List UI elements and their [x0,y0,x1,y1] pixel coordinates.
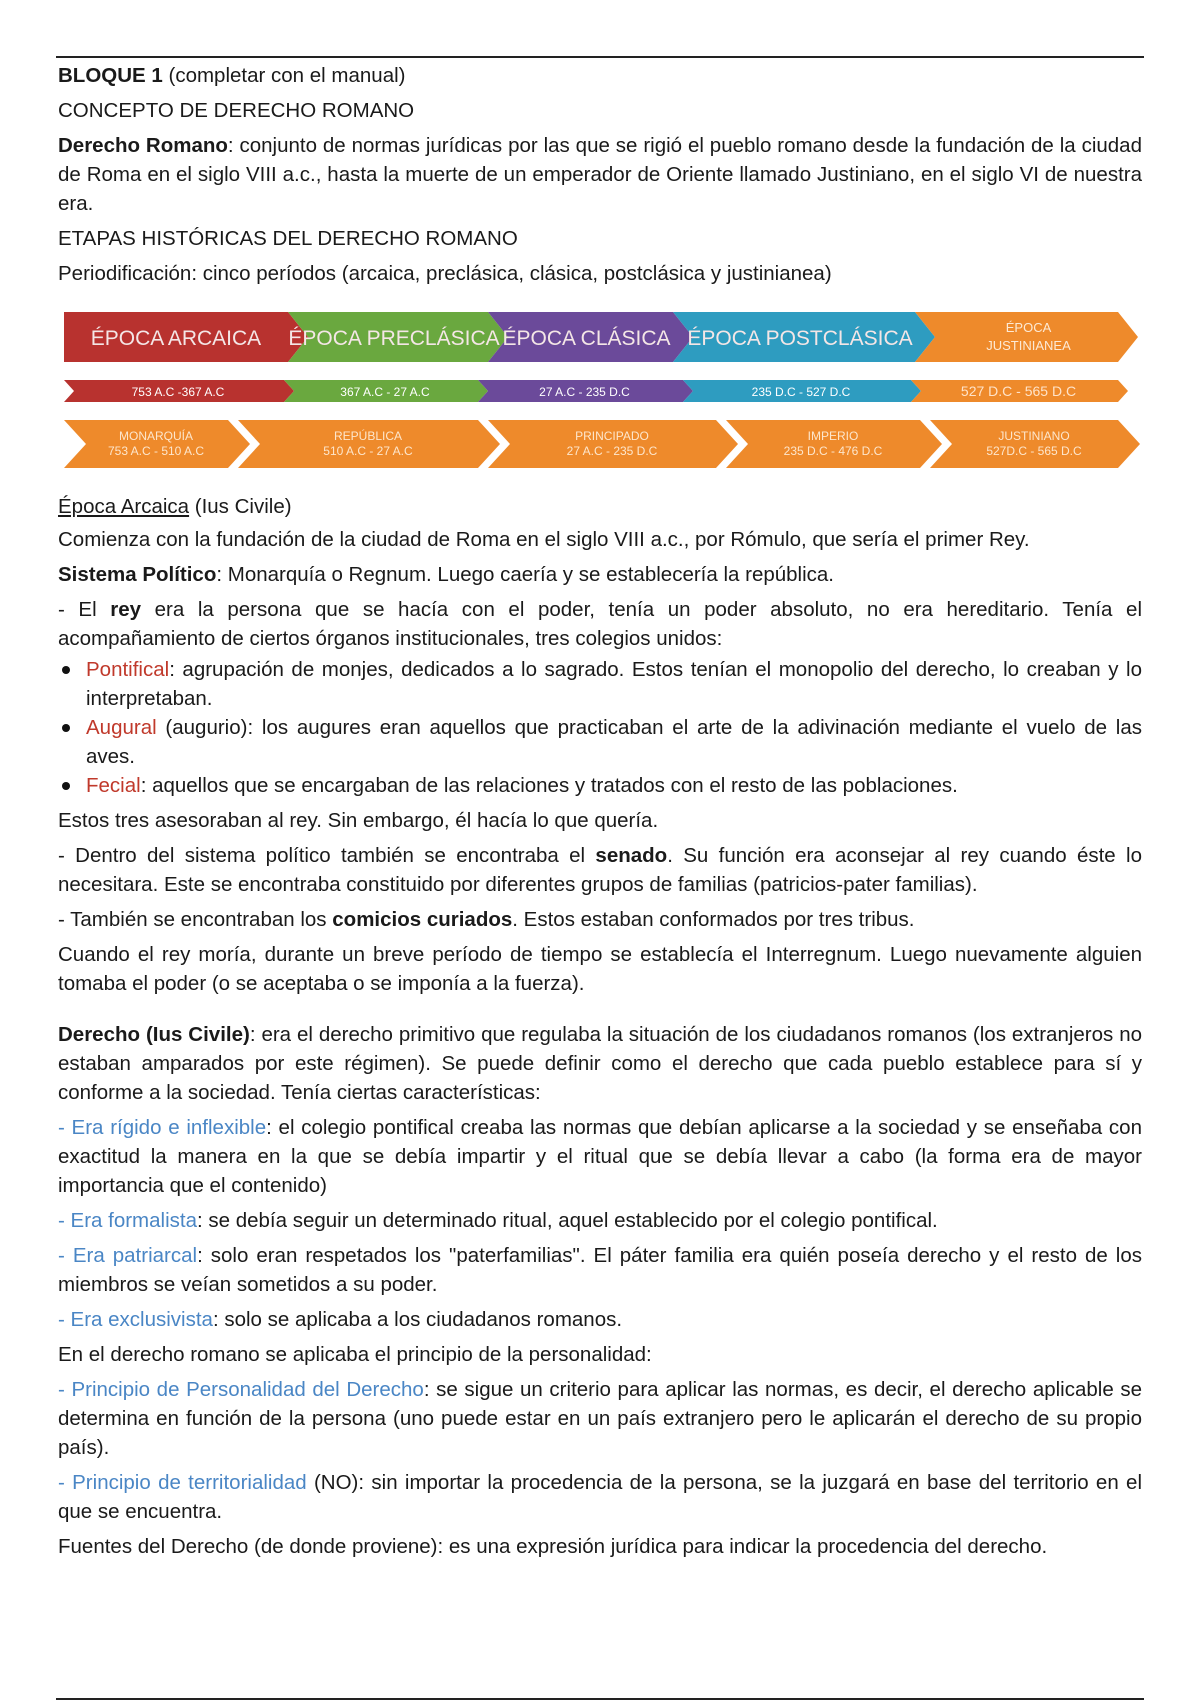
regime-dates: 235 D.C - 476 D.C [783,444,883,458]
regime-label: JUSTINIANO [998,429,1070,443]
regime-dates: 753 A.C - 510 A.C [107,444,205,458]
interregnum-paragraph: Cuando el rey moría, durante un breve período de tiempo se establecía el Interregnum. Luego nuevamente alguien tomaba el poder (o se aceptaba o se imponía a la fuerza). [58,943,1142,995]
etapas-title: ETAPAS HISTÓRICAS DEL DERECHO ROMANO [58,227,518,250]
epoch-label: ÉPOCA [1005,320,1052,335]
epoch-label: ÉPOCA POSTCLÁSICA [687,327,913,350]
principio-intro: En el derecho romano se aplicaba el principio de la personalidad: [58,1343,652,1366]
bloque-heading: BLOQUE 1 (completar con el manual) [58,64,406,87]
principio-item: - Principio de Personalidad del Derecho: se sigue un criterio para aplicar las normas, es decir, el derecho aplicable se determina en función de la persona (uno puede estar en un país extranjero pero le aplicarán el derecho de su propio país). [58,1378,1143,1459]
document-page [58,61,1142,1567]
caracteristica-item: - Era patriarcal: solo eran respetados los "paterfamilias". El páter familia era quién poseía derecho y el resto de los miembros se veían sometidos a su poder. [58,1244,1143,1296]
date-label: 27 A.C - 235 D.C [539,385,630,399]
regime-dates: 510 A.C - 27 A.C [323,444,413,458]
principio-item: - Principio de territorialidad (NO): sin importar la procedencia de la persona, se la juzgará en base del territorio en el que se encuentra. [58,1471,1142,1523]
date-label: 753 A.C -367 A.C [131,385,225,399]
caracteristica-item: - Era rígido e inflexible: el colegio pontifical creaba las normas que debían aplicarse a la sociedad y se enseñaba con exactitud la manera en la que se debía impartir y el ritual que se debía llevar a cabo (la forma era de mayor importancia que el contenido) [58,1116,1142,1197]
rey-paragraph: - El rey era la persona que se hacía con el poder, tenía un poder absoluto, no era hereditario. Tenía el acompañamiento de ciertos órganos institucionales, tres colegios unidos: [58,598,1142,650]
list-item: Augural (augurio): los augures eran aquellos que practicaban el arte de la adivinación mediante el vuelo de las aves. [58,713,1142,771]
epoch-label: JUSTINIANEA [986,338,1071,353]
fuentes-line: Fuentes del Derecho (de donde proviene): es una expresión jurídica para indicar la procedencia del derecho. [58,1535,1048,1558]
asesoraban-line: Estos tres asesoraban al rey. Sin embargo, él hacía lo que quería. [58,809,659,832]
derecho-paragraph: Derecho (Ius Civile): era el derecho primitivo que regulaba la situación de los ciudadanos romanos (los extranjeros no estaban amparados por este régimen). Se puede definir como el derecho que cada pueblo establece para sí y conforme a la sociedad. Tenía ciertas características: [58,1023,1143,1104]
list-item: Pontifical: agrupación de monjes, dedicados a lo sagrado. Estos tenían el monopolio del derecho, lo creaban y lo interpretaban. [58,655,1142,713]
epochs-timeline [58,302,1142,482]
definition-paragraph: Derecho Romano: conjunto de normas jurídicas por las que se rigió el pueblo romano desde la fundación de la ciudad de Roma en el siglo VIII a.c., hasta la muerte de un emperador de Oriente llamado Justiniano, en el siglo VI de nuestra era. [58,134,1142,215]
concept-title: CONCEPTO DE DERECHO ROMANO [58,99,415,122]
date-label: 527 D.C - 565 D.C [960,383,1077,399]
comicios-paragraph: - También se encontraban los comicios curiados. Estos estaban conformados por tres tribus. [58,908,915,931]
section-spacer [58,1004,1142,1020]
regime-label: REPÚBLICA [333,429,403,443]
sistema-politico: Sistema Político: Monarquía o Regnum. Luego caería y se establecería la república. [58,563,835,586]
list-item: Fecial: aquellos que se encargaban de las relaciones y tratados con el resto de las poblaciones. [58,771,1142,800]
regime-label: IMPERIO [807,429,859,443]
regime-label: MONARQUÍA [118,429,194,443]
periodization-line: Periodificación: cinco períodos (arcaica, preclásica, clásica, postclásica y justinianea) [58,262,832,285]
timeline-graphic [58,302,1142,482]
date-label: 235 D.C - 527 D.C [751,385,851,399]
regime-dates: 27 A.C - 235 D.C [566,444,658,458]
epoch-label: ÉPOCA CLÁSICA [502,327,671,350]
arcaica-title: Época Arcaica (Ius Civile) [58,495,292,518]
arcaica-intro: Comienza con la fundación de la ciudad de Roma en el siglo VIII a.c., por Rómulo, que sería el primer Rey. [58,528,1030,551]
epoch-label: ÉPOCA PRECLÁSICA [288,327,500,350]
regime-dates: 527D.C - 565 D.C [986,444,1082,458]
regime-label: PRINCIPADO [575,429,649,443]
caracteristica-item: - Era formalista: se debía seguir un determinado ritual, aquel establecido por el colegio pontifical. [58,1209,938,1232]
caracteristica-item: - Era exclusivista: solo se aplicaba a los ciudadanos romanos. [58,1308,623,1331]
senado-paragraph: - Dentro del sistema político también se encontraba el senado. Su función era aconsejar al rey cuando éste lo necesitara. Este se encontraba constituido por diferentes grupos de familias (patricios-pater familias). [58,844,1142,896]
date-label: 367 A.C - 27 A.C [340,385,430,399]
colegios-list [58,655,1142,800]
epoch-label: ÉPOCA ARCAICA [90,327,262,350]
top-rule [56,56,1144,58]
